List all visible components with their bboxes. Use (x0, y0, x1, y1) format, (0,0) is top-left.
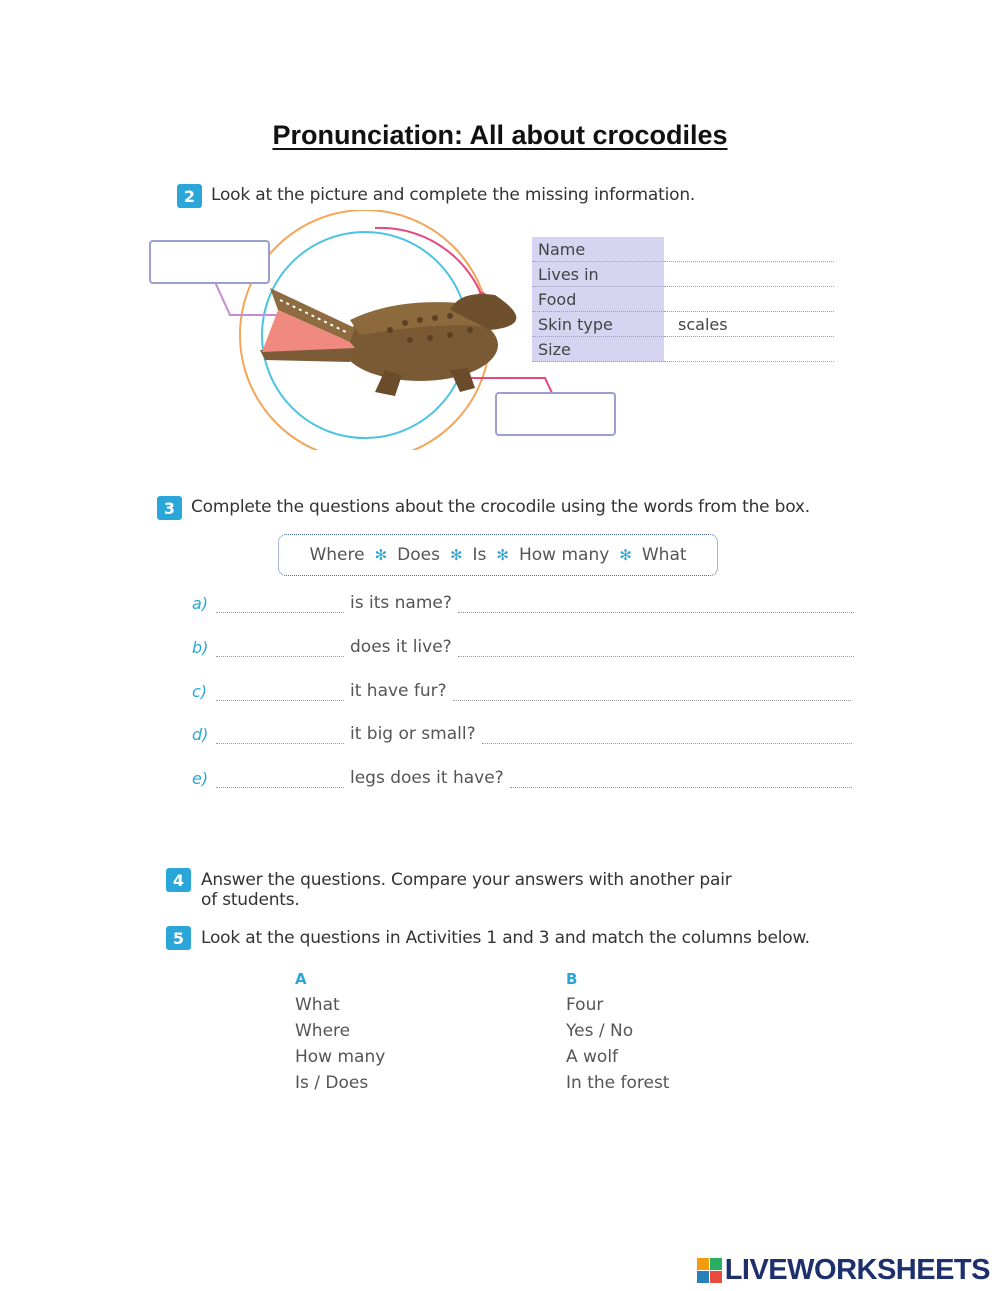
activity-4-instruction-line1: Answer the questions. Compare your answers with another pair (201, 870, 732, 890)
column-a-item[interactable]: Where (295, 1021, 351, 1041)
word-box (278, 534, 718, 576)
table-value[interactable] (664, 262, 834, 287)
word-item: How many (518, 545, 610, 565)
table-value[interactable] (664, 237, 834, 262)
question-blank[interactable] (216, 729, 344, 744)
question-letter: e) (192, 769, 209, 788)
column-b (566, 966, 669, 1096)
question-row (192, 764, 852, 788)
word-item: Is (472, 545, 487, 565)
activity-5-number: 5 (166, 926, 191, 950)
column-b-item[interactable]: Yes / No (566, 1021, 634, 1041)
activity-3-instruction: Complete the questions about the crocodile using the words from the box. (191, 497, 810, 517)
word-item: Does (397, 545, 440, 565)
answer-line[interactable] (458, 598, 854, 613)
crocodile-info-table (532, 237, 834, 362)
crocodile-part-answer-box-top[interactable] (149, 240, 270, 284)
star-icon: ✻ (449, 546, 463, 564)
question-row (192, 720, 852, 744)
question-letter: d) (192, 725, 209, 744)
answer-line[interactable] (453, 686, 851, 701)
question-letter: b) (192, 638, 209, 657)
star-icon: ✻ (374, 546, 388, 564)
table-row (532, 337, 834, 362)
activity-2-instruction: Look at the picture and complete the missing information. (211, 185, 696, 205)
table-label: Skin type (532, 312, 664, 337)
table-row (532, 262, 834, 287)
table-value: scales (664, 312, 834, 337)
table-label: Name (532, 237, 664, 262)
table-value[interactable] (664, 287, 834, 312)
table-row (532, 312, 834, 337)
table-label: Food (532, 287, 664, 312)
question-text: legs does it have? (350, 768, 504, 788)
word-item: What (641, 545, 687, 565)
column-b-header: B (566, 970, 578, 988)
table-row (532, 287, 834, 312)
table-row (532, 237, 834, 262)
liveworksheets-logo (697, 1254, 990, 1287)
logo-icon (697, 1258, 722, 1283)
column-a-item[interactable]: What (295, 995, 340, 1015)
column-a (295, 966, 385, 1096)
word-item: Where (309, 545, 365, 565)
activity-2-number: 2 (177, 184, 202, 208)
column-b-item[interactable]: A wolf (566, 1047, 619, 1067)
column-b-item[interactable]: Four (566, 995, 604, 1015)
answer-line[interactable] (510, 773, 852, 788)
column-b-item[interactable]: In the forest (566, 1073, 670, 1093)
question-text: is its name? (350, 593, 452, 613)
activity-4-number: 4 (166, 868, 191, 892)
activity-3-number: 3 (157, 496, 182, 520)
question-text: it big or small? (350, 724, 476, 744)
question-row (192, 633, 854, 657)
question-blank[interactable] (216, 686, 344, 701)
question-text: it have fur? (350, 681, 447, 701)
question-blank[interactable] (216, 642, 344, 657)
question-blank[interactable] (216, 773, 344, 788)
column-a-item[interactable]: Is / Does (295, 1073, 369, 1093)
star-icon: ✻ (496, 546, 509, 564)
star-icon: ✻ (619, 546, 632, 564)
question-letter: a) (192, 594, 209, 613)
column-a-item[interactable]: How many (295, 1047, 386, 1067)
table-value[interactable] (664, 337, 834, 362)
table-label: Size (532, 337, 664, 362)
question-letter: c) (192, 682, 208, 701)
question-text: does it live? (350, 637, 452, 657)
activity-5-instruction: Look at the questions in Activities 1 and 3 and match the columns below. (201, 928, 810, 948)
page-title: Pronunciation: All about crocodiles (272, 120, 728, 150)
activity-4-instruction-line2: of students. (201, 890, 300, 910)
crocodile-part-answer-box-bottom[interactable] (495, 392, 616, 436)
table-label: Lives in (532, 262, 664, 287)
answer-line[interactable] (482, 729, 852, 744)
question-row (192, 589, 854, 613)
answer-line[interactable] (458, 642, 854, 657)
question-row (192, 677, 851, 701)
question-blank[interactable] (216, 598, 344, 613)
column-a-header: A (295, 970, 307, 988)
brand-name: LIVEWORKSHEETS (724, 1254, 990, 1286)
